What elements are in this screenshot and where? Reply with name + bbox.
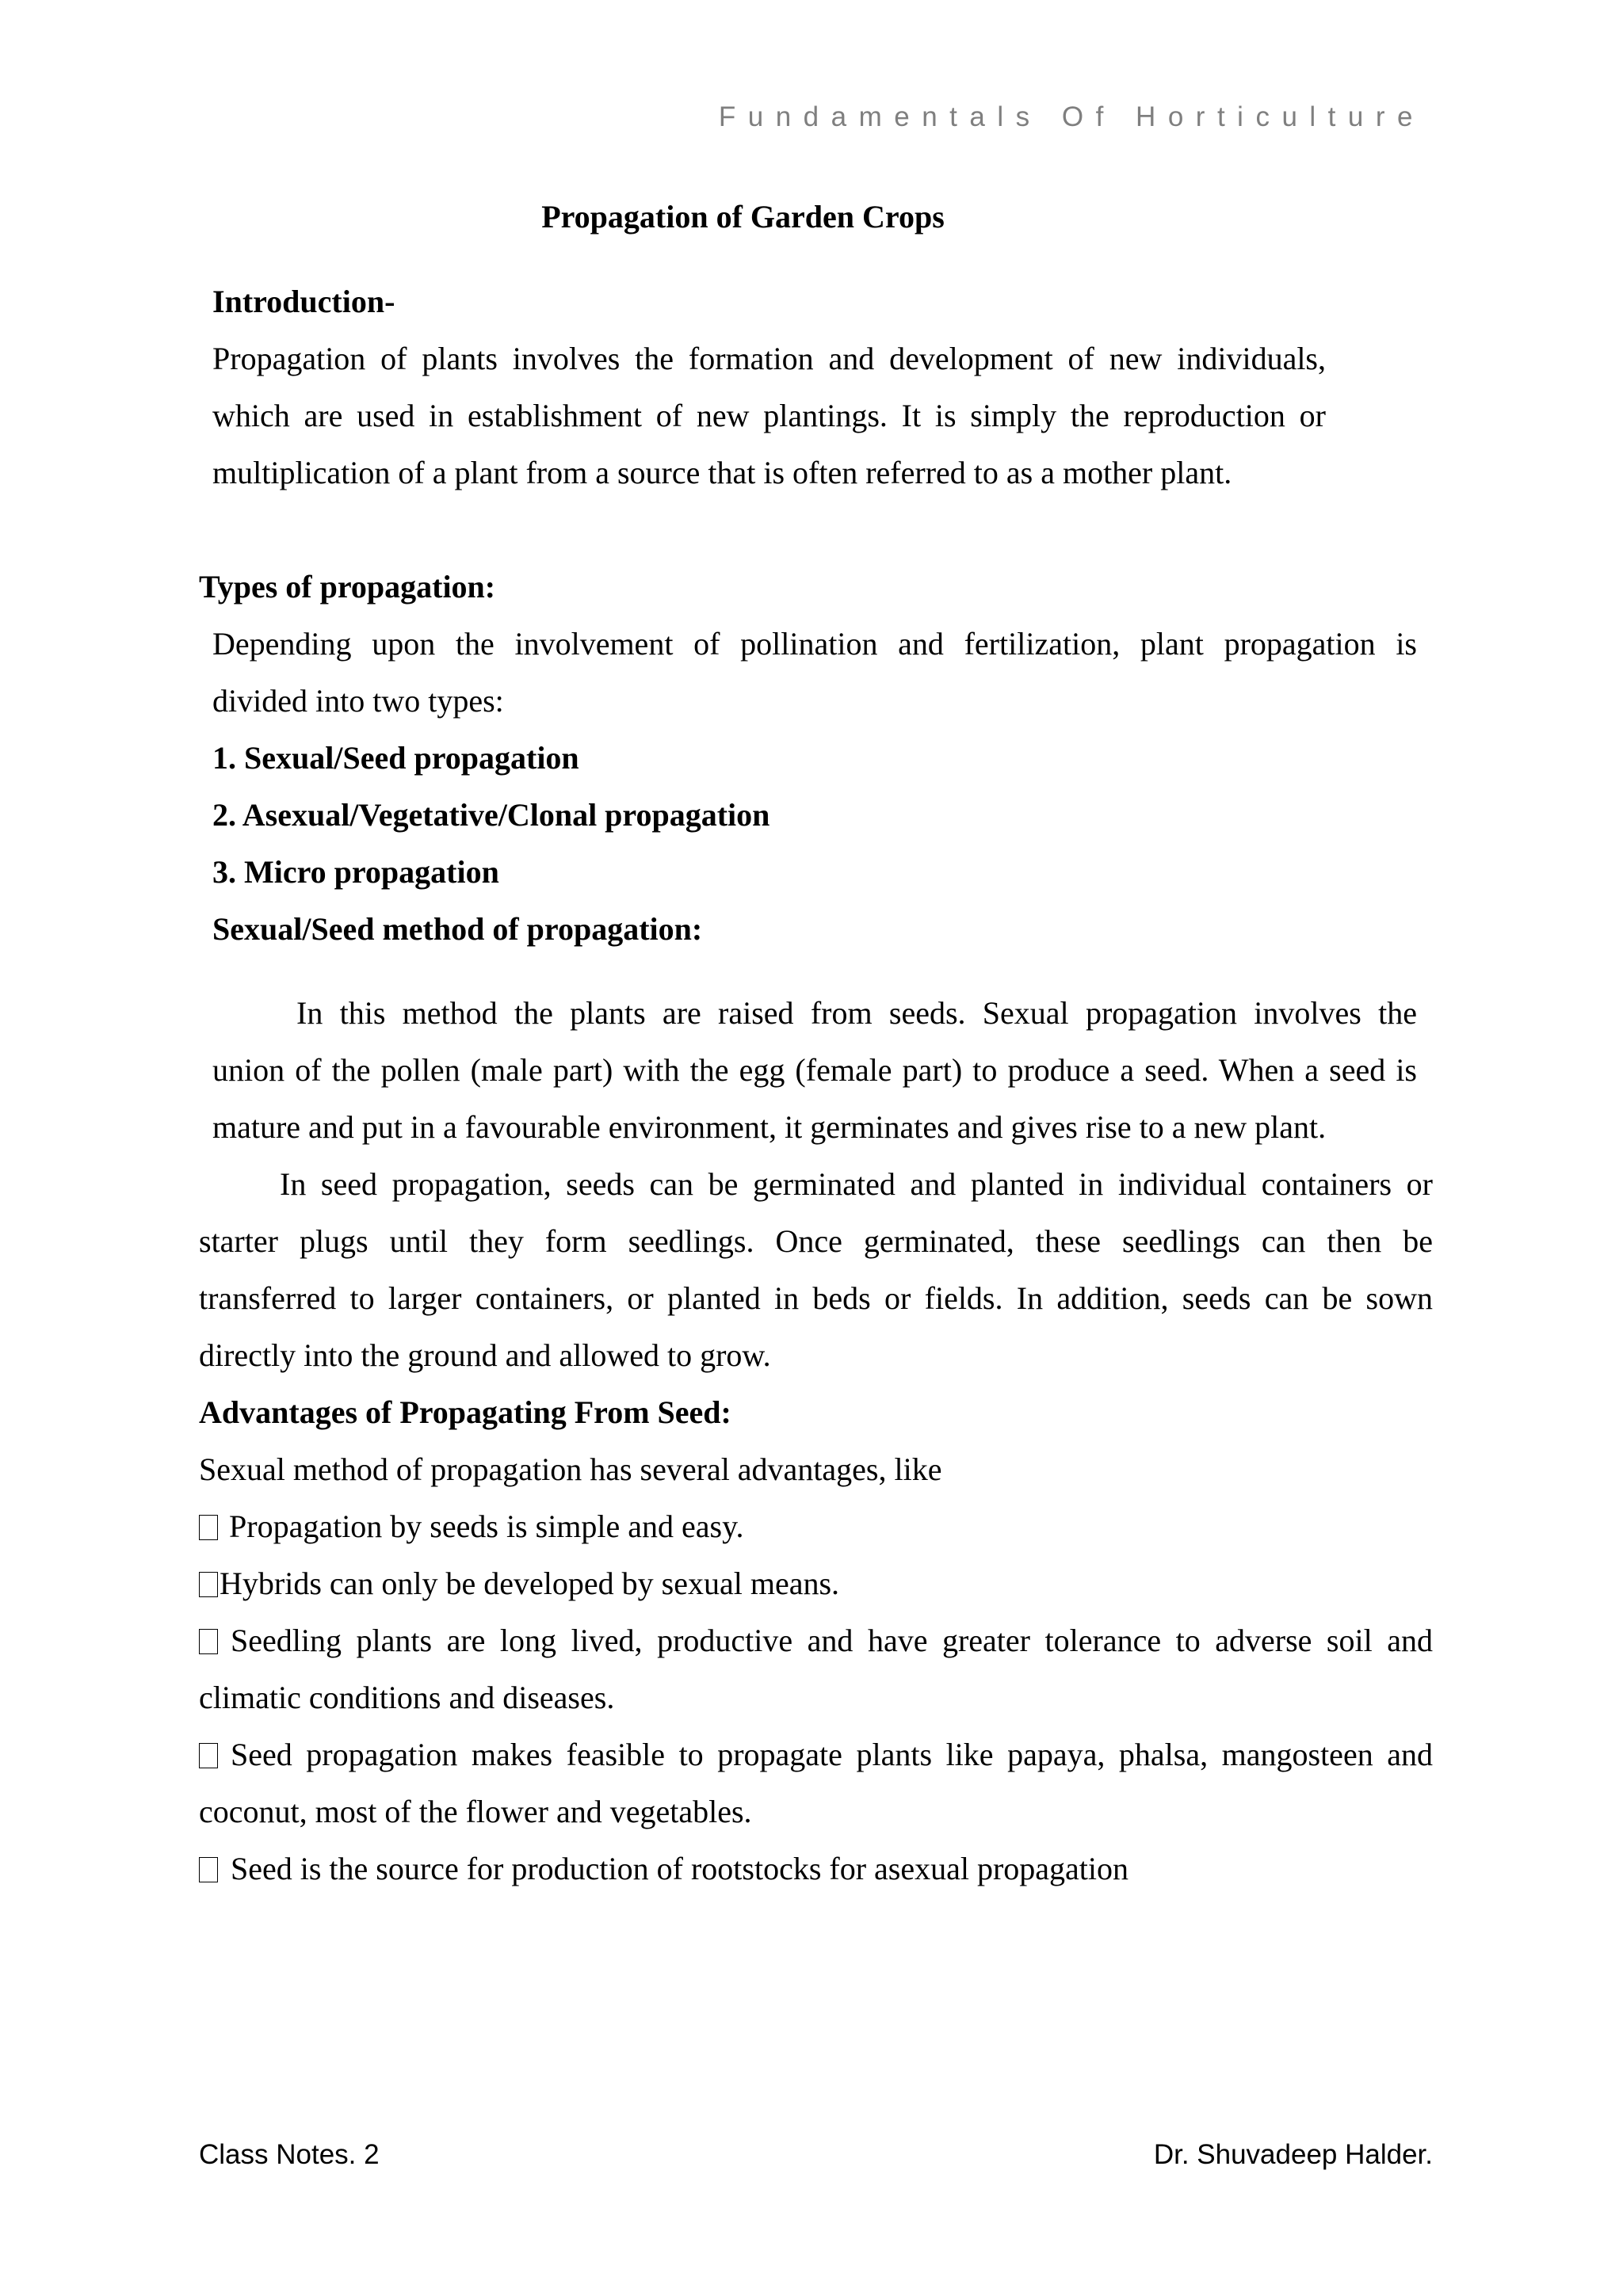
- advantage-item: [199, 1736, 1433, 1774]
- introduction-heading: Introduction-: [212, 284, 395, 319]
- advantages-intro: Sexual method of propagation has several advantages, like: [199, 1451, 942, 1487]
- bullet-box-icon: [199, 1515, 218, 1540]
- advantage-item: [199, 1850, 1128, 1888]
- advantage-item: [199, 1508, 744, 1546]
- running-header: Fundamentals Of Horticulture: [718, 101, 1425, 132]
- types-list-item: 2. Asexual/Vegetative/Clonal propagation: [212, 797, 770, 833]
- types-list-item: 3. Micro propagation: [212, 854, 499, 890]
- bullet-box-icon: [199, 1572, 218, 1597]
- sexual-method-line: union of the pollen (male part) with the egg (female part) to produce a seed. When a seed is: [212, 1052, 1417, 1088]
- seed-propagation-line: starter plugs until they form seedlings. Once germinated, these seedlings can then be: [199, 1223, 1433, 1259]
- advantage-item-continuation: climatic conditions and diseases.: [199, 1680, 615, 1715]
- bullet-box-icon: [199, 1743, 218, 1768]
- types-line: divided into two types:: [212, 683, 504, 719]
- advantage-item-text: Hybrids can only be developed by sexual means.: [220, 1566, 840, 1601]
- seed-propagation-line: directly into the ground and allowed to grow.: [199, 1337, 771, 1373]
- types-line: Depending upon the involvement of pollination and fertilization, plant propagation is: [212, 626, 1417, 662]
- sexual-method-line: mature and put in a favourable environment, it germinates and gives rise to a new plant.: [212, 1109, 1327, 1145]
- advantage-item-continuation: coconut, most of the flower and vegetables.: [199, 1794, 752, 1829]
- advantages-heading: Advantages of Propagating From Seed:: [199, 1394, 731, 1430]
- footer-right: Dr. Shuvadeep Halder.: [1153, 2139, 1433, 2170]
- advantage-item-text: Propagation by seeds is simple and easy.: [229, 1508, 744, 1544]
- advantage-item-text: Seedling plants are long lived, productive and have greater tolerance to adverse soil and: [231, 1623, 1433, 1658]
- introduction-line: which are used in establishment of new plantings. It is simply the reproduction or: [212, 398, 1326, 433]
- advantage-item: [199, 1622, 1433, 1660]
- advantage-item-text: Seed propagation makes feasible to propagate plants like papaya, phalsa, mangosteen and: [231, 1737, 1433, 1772]
- page-title: Propagation of Garden Crops: [541, 199, 945, 235]
- footer-left: Class Notes. 2: [199, 2139, 380, 2170]
- types-heading: Types of propagation:: [199, 569, 496, 605]
- types-list-item: 1. Sexual/Seed propagation: [212, 740, 579, 776]
- advantage-item-text: Seed is the source for production of rootstocks for asexual propagation: [231, 1851, 1129, 1886]
- bullet-box-icon: [199, 1629, 218, 1654]
- sexual-method-heading: Sexual/Seed method of propagation:: [212, 911, 703, 947]
- seed-propagation-line: transferred to larger containers, or planted in beds or fields. In addition, seeds can be sown: [199, 1280, 1433, 1316]
- bullet-box-icon: [199, 1857, 218, 1882]
- seed-propagation-line: In seed propagation, seeds can be germinated and planted in individual containers or: [280, 1166, 1433, 1202]
- introduction-line: Propagation of plants involves the formation and development of new individuals,: [212, 341, 1326, 376]
- introduction-line: multiplication of a plant from a source that is often referred to as a mother plant.: [212, 455, 1232, 490]
- advantage-item: [199, 1565, 839, 1603]
- sexual-method-line: In this method the plants are raised from seeds. Sexual propagation involves the: [296, 995, 1417, 1031]
